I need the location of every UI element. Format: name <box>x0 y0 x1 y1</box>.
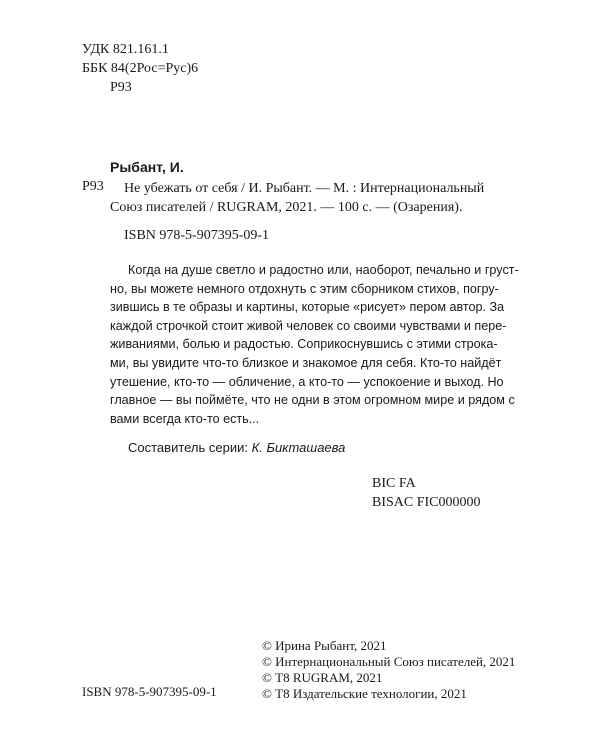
annotation-line: Когда на душе светло и радостно или, наоборот, печально и груст- <box>128 263 519 277</box>
record-isbn: ISBN 978-5-907395-09-1 <box>124 228 270 243</box>
classification-block <box>82 40 198 97</box>
author-mark: Р93 <box>110 80 132 95</box>
title-statement <box>110 179 484 217</box>
annotation-line: каждой строчкой стоит живой человек со своими чувствами и пере- <box>110 318 507 333</box>
subject-codes <box>372 474 481 512</box>
bisac-code: BISAC FIC000000 <box>372 495 481 510</box>
annotation-line: утешение, кто-то — обличение, а кто-то — успокоение и выход. Но <box>110 374 504 389</box>
copyright-line: © Ирина Рыбант, 2021 <box>262 638 387 653</box>
author-heading: Рыбант, И. <box>110 159 184 175</box>
annotation-line: вами всегда кто-то есть... <box>110 411 260 426</box>
copyright-line: © Интернациональный Союз писателей, 2021 <box>262 654 516 669</box>
title-line: Не убежать от себя / И. Рыбант. — М. : Интернациональный <box>124 181 485 196</box>
annotation-line: главное — вы поймёте, что не одни в этом огромном мире и рядом с <box>110 393 515 408</box>
copyright-block <box>262 638 515 702</box>
annotation-line: живаниями, болью и радостью. Соприкоснувшись с этими строка- <box>110 337 498 352</box>
series-compiler <box>128 440 345 455</box>
annotation-line: ми, вы увидите что-то близкое и знакомое для себя. Кто-то найдёт <box>110 355 502 370</box>
bic-code: BIC FA <box>372 476 416 491</box>
annotation-line: зившись в те образы и картины, которые «рисует» пером автор. За <box>110 300 505 315</box>
footer-isbn: ISBN 978-5-907395-09-1 <box>82 684 217 699</box>
udk-code: УДК 821.161.1 <box>82 42 169 57</box>
copyright-line: © Т8 RUGRAM, 2021 <box>262 670 383 685</box>
copyright-line: © Т8 Издательские технологии, 2021 <box>262 686 467 701</box>
annotation-line: но, вы можете немного отдохнуть с этим сборником стихов, погру- <box>110 281 499 296</box>
title-line: Союз писателей / RUGRAM, 2021. — 100 с. — (Озарения). <box>110 200 463 215</box>
record-author-mark: Р93 <box>82 179 104 194</box>
compiler-label: Составитель серии: <box>128 440 248 455</box>
compiler-name: К. Бикташаева <box>251 440 346 455</box>
bbk-code: ББК 84(2Рос=Рус)6 <box>82 61 199 76</box>
annotation <box>110 261 519 428</box>
